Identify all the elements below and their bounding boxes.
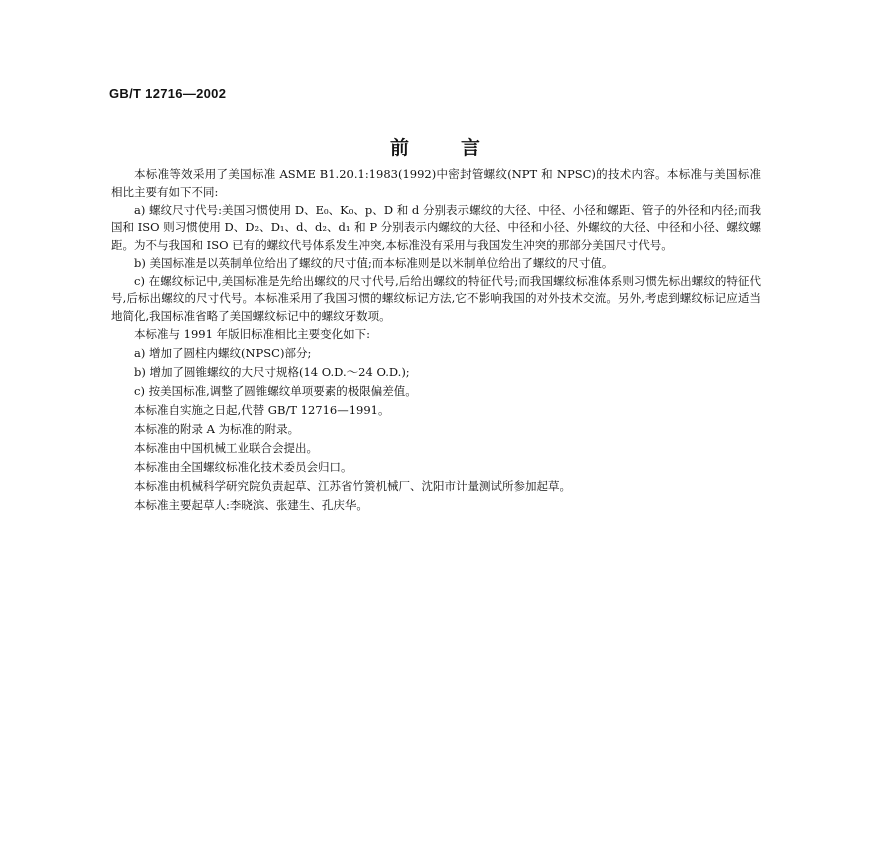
standard-number: GB/T 12716—2002 [109,86,227,101]
paragraph-intro: 本标准等效采用了美国标准 ASME B1.20.1:1983(1992)中密封管螺纹(NPT 和 NPSC)的技术内容。本标准与美国标准相比主要有如下不同: [111,167,761,199]
paragraph-annex: 本标准的附录 A 为标准的附录。 [134,421,300,436]
paragraph-difference-c: c) 在螺纹标记中,美国标准是先给出螺纹的尺寸代号,后给出螺纹的特征代号;而我国螺纹标准体系则习惯先标出螺纹的特征代号,后标出螺纹的尺寸代号。本标准采用了我国习惯的螺纹标记方法,它不影响我国的对外技术交流。另外,考虑到螺纹标记应适当地简化,我国标准省略了美国螺纹标记中的螺纹牙数项。 [111,273,761,323]
paragraph-change-a: a) 增加了圆柱内螺纹(NPSC)部分; [134,345,312,360]
paragraph-proposed-by: 本标准由中国机械工业联合会提出。 [134,440,318,455]
paragraph-difference-b: b) 美国标准是以英制单位给出了螺纹的尺寸值;而本标准则是以米制单位给出了螺纹的尺寸值。 [134,255,614,270]
page-title: 前言 [389,137,532,159]
paragraph-drafting-units: 本标准由机械科学研究院负责起草、江苏省竹箦机械厂、沈阳市计量测试所参加起草。 [134,478,571,493]
paragraph-drafters: 本标准主要起草人:李晓滨、张建生、孔庆华。 [134,497,368,512]
paragraph-change-b: b) 增加了圆锥螺纹的大尺寸规格(14 O.D.～24 O.D.); [134,364,410,379]
paragraph-change-c: c) 按美国标准,调整了圆锥螺纹单项要素的极限偏差值。 [134,383,417,398]
foreword-body [111,166,761,514]
paragraph-replaces: 本标准自实施之日起,代替 GB/T 12716—1991。 [134,402,390,417]
paragraph-difference-a: a) 螺纹尺寸代号:美国习惯使用 D、E₀、K₀、p、D 和 d 分别表示螺纹的大径、中径、小径和螺距、管子的外径和内径;而我国和 ISO 则习惯使用 D、D₂、D₁、d、d₂、d₁ 和 P 分别表示内螺纹的大径、中径和小径、外螺纹的大径、中径和小径、螺纹螺距。为不与我国和 ISO 已有的螺纹代号体系发生冲突,本标准没有采用与我国发生冲突的那部分美国尺寸代号。 [111,202,761,252]
paragraph-centralized-by: 本标准由全国螺纹标准化技术委员会归口。 [134,459,353,474]
paragraph-changes-intro: 本标准与 1991 年版旧标准相比主要变化如下: [134,326,370,341]
